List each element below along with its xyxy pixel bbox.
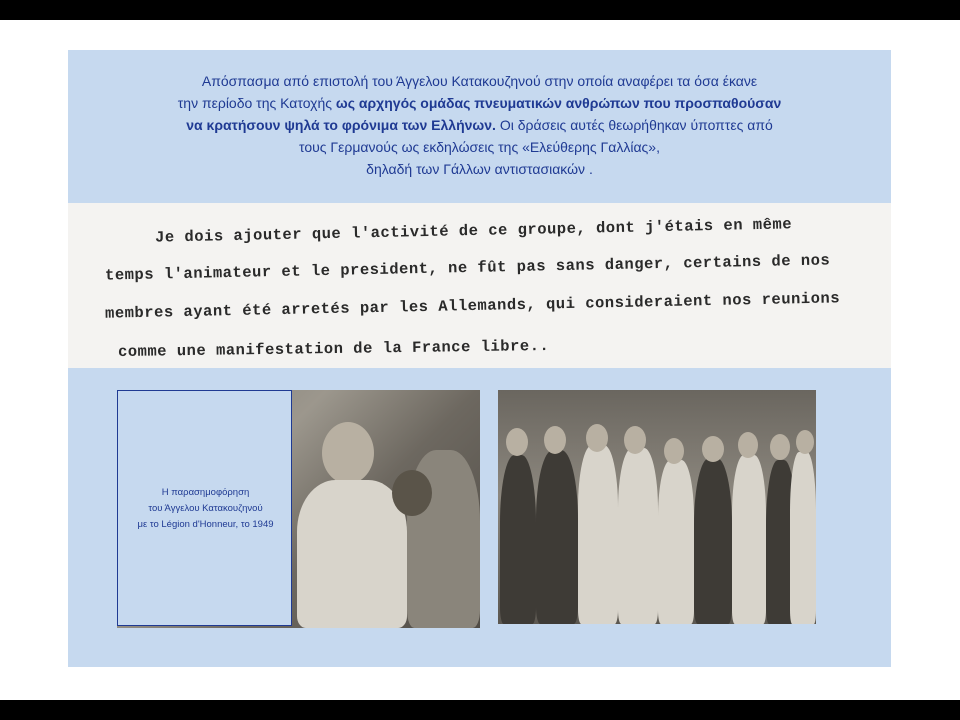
photo-head [738,432,758,458]
letter-line-4: comme une manifestation de la France libre.. [117,336,550,362]
intro-caption-line-3 [68,114,891,136]
letter-line-3: membres ayant été arretés par les Allemands, qui consideraient nos reunions [104,289,841,323]
photo-head [586,424,608,452]
photo-head [624,426,646,454]
letter-line-1: Je dois ajouter que l'activité de ce groupe, dont j'étais en même [154,215,793,247]
photo-figure-head [322,422,374,484]
photo-figure [732,455,766,624]
photo-figure [578,445,618,624]
letterbox-bottom [0,700,960,720]
intro-caption-line-1: Απόσπασμα από επιστολή του Άγγελου Κατακουζηνού στην οποία αναφέρει τα όσα έκανε [201,73,758,89]
photo-caption-box [117,390,292,626]
photo-caption-text [118,485,293,533]
intro-caption [68,70,891,180]
photo-figure [658,460,694,624]
intro-caption-line-3-plain: Οι δράσεις αυτές θεωρήθηκαν ύποπτες από [495,117,773,133]
intro-caption-line-2-bold: ως αρχηγός ομάδας πνευματικών ανθρώπων που προσπαθούσαν [335,95,782,111]
photo-head [770,434,790,460]
photo-figure [618,448,658,624]
photo-head [702,436,724,462]
intro-caption-line-4: τους Γερμανούς ως εκδηλώσεις της «Ελεύθερης Γαλλίας», [299,139,660,155]
photo-caption-line-2: του Άγγελου Κατακουζηνού [148,503,263,514]
photo-caption-line-3: με το Légion d'Honneur, το 1949 [137,519,274,530]
photo-figure-suit [297,480,407,628]
intro-caption-line-5: δηλαδή των Γάλλων αντιστασιακών . [366,161,593,177]
intro-caption-line-2-plain: την περίοδο της Κατοχής [177,95,336,111]
photo-figure-head-2 [392,470,432,516]
photo-figure [694,458,732,624]
photo-caption-line-1: Η παρασημοφόρηση [161,487,250,498]
letterbox-top [0,0,960,20]
intro-caption-line-3-bold: να κρατήσουν ψηλά το φρόνιμα των Ελλήνων. [186,117,496,133]
photo-head [506,428,528,456]
photo-figure [536,450,578,624]
letter-line-2: temps l'animateur et le president, ne fût pas sans danger, certains de nos [104,251,831,285]
photo-head [796,430,814,454]
photo-head [544,426,566,454]
photo-figure [500,455,536,624]
photo-head [664,438,684,464]
intro-caption-line-2 [68,92,891,114]
group-photo [498,390,816,624]
photo-figure [790,452,816,624]
